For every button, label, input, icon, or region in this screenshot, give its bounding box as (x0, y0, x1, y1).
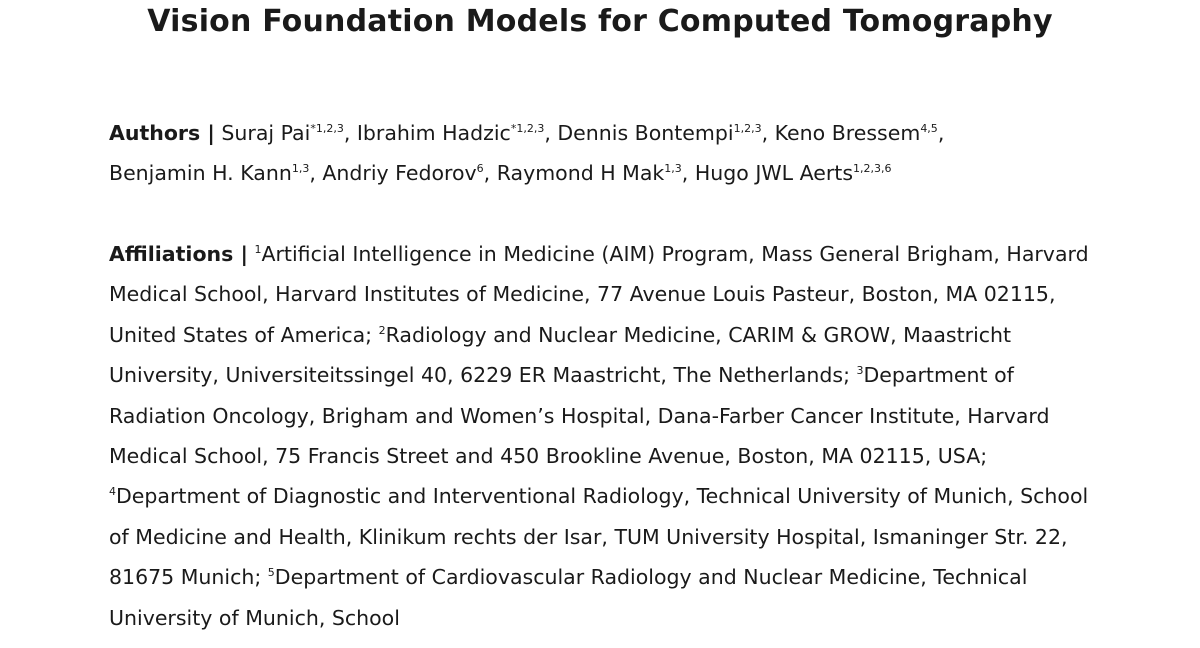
affiliation-marker: 2 (378, 323, 386, 337)
author-entry (221, 121, 356, 145)
affiliation-text: Artificial Intelligence in Medicine (AIM) Program, Mass General Brigham, Harvard Medical School, Harvard Institutes of Medicine, 77 Avenue Louis Pasteur, Boston, MA 02115, United States of America; (109, 242, 1089, 347)
author-affiliation-marker: 4,5 (920, 122, 938, 135)
affiliation-text: Department of Cardiovascular Radiology and Nuclear Medicine, Technical University of Munich, School (109, 565, 1028, 630)
author-separator: , (343, 121, 357, 145)
affiliation-list (109, 242, 1089, 630)
author-entry (109, 161, 322, 185)
author-entry (497, 161, 695, 185)
affiliation-text: Department of Diagnostic and Interventional Radiology, Technical University of Munich, School of Medicine and Health, Klinikum rechts der Isar, TUM University Hospital, Ismaninger Str. 22, 81675 Munich; (109, 484, 1089, 590)
author-separator: , (681, 161, 695, 186)
author-affiliation-marker: 1,3 (664, 162, 682, 176)
author-entry (557, 121, 774, 145)
author-entry (322, 161, 496, 185)
author-separator: , (937, 121, 945, 145)
author-name: Raymond H Mak (496, 161, 665, 186)
author-affiliation-marker: *1,2,3 (310, 122, 344, 135)
author-name: Andriy Fedorov (322, 161, 477, 186)
author-separator: , (761, 121, 775, 145)
author-affiliation-marker: 1,3 (291, 162, 310, 176)
author-name: Dennis Bontempi (557, 121, 734, 145)
author-name: Benjamin H. Kann (109, 161, 292, 186)
affiliations-label: Affiliations | (109, 242, 248, 266)
author-separator: , (483, 161, 497, 186)
author-entry (695, 161, 892, 185)
affiliation-marker: 1 (254, 243, 262, 256)
affiliation-marker: 3 (856, 364, 864, 378)
affiliation-marker: 4 (109, 485, 116, 499)
affiliations-block (109, 234, 1109, 638)
author-affiliation-marker: 6 (476, 162, 484, 176)
affiliation-marker: 5 (267, 566, 275, 580)
author-separator: , (544, 121, 558, 145)
author-name: Keno Bressem (774, 121, 921, 145)
author-separator: , (309, 161, 323, 186)
author-entry (357, 121, 558, 145)
author-name: Ibrahim Hadzic (356, 121, 511, 145)
paper-title: Vision Foundation Models for Computed Tomography (147, 4, 1053, 39)
affiliation-text: Department of Radiation Oncology, Brigham and Women’s Hospital, Dana-Farber Cancer Institute, Harvard Medical School, 75 Francis Street and 450 Brookline Avenue, Boston, MA 02115, USA; (109, 363, 1050, 469)
author-affiliation-marker: 1,2,3 (733, 122, 762, 135)
author-entry (775, 121, 945, 145)
author-list (109, 121, 944, 185)
author-name: Hugo JWL Aerts (694, 161, 853, 186)
author-affiliation-marker: 1,2,3,6 (853, 162, 892, 176)
affiliation-text: Radiology and Nuclear Medicine, CARIM & GROW, Maastricht University, Universiteitssingel 40, 6229 ER Maastricht, The Netherlands; (109, 322, 1012, 388)
authors-label: Authors | (109, 121, 215, 145)
author-affiliation-marker: *1,2,3 (510, 122, 545, 135)
author-name: Suraj Pai (221, 121, 311, 145)
authors-block (109, 113, 1109, 194)
